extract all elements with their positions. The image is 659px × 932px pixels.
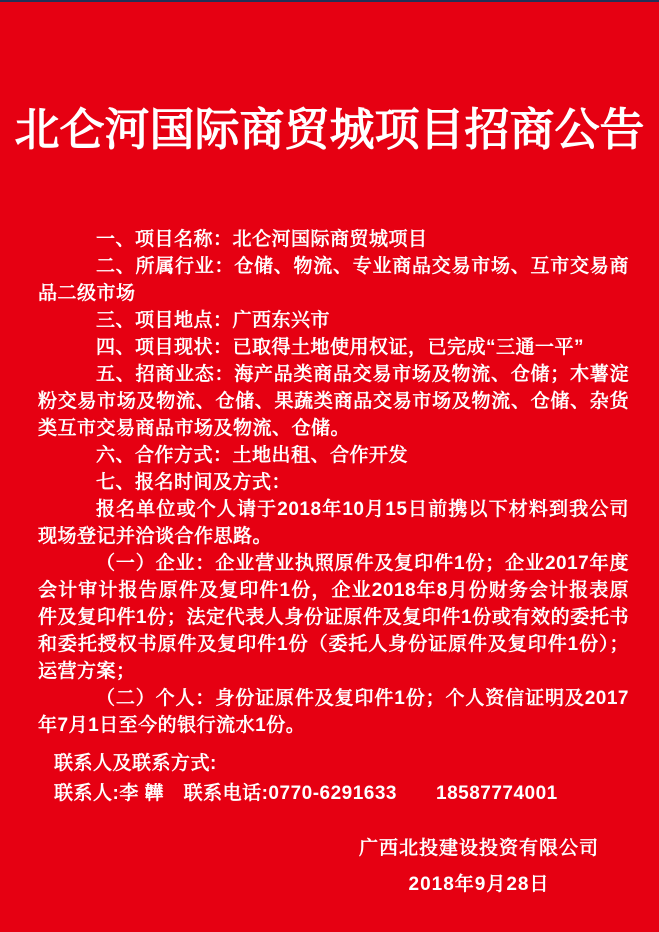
body-paragraph-status: 四、项目现状：已取得土地使用权证，已完成“三通一平” <box>96 337 585 358</box>
body-paragraph-registration-deadline: 报名单位或个人请于2018年10月15日前携以下材料到我公司现场登记并洽谈合作思路。 <box>38 499 629 547</box>
contact-line: 联系人:李 韡 联系电话:0770-6291633 18587774001 <box>54 783 558 804</box>
signature-date: 2018年9月28日 <box>408 874 550 895</box>
body-paragraph-industry: 二、所属行业：仓储、物流、专业商品交易市场、互市交易商品二级市场 <box>38 256 629 304</box>
signature-company: 广西北投建设投资有限公司 <box>358 838 599 859</box>
top-edge-line <box>0 0 659 2</box>
contact-section <box>54 749 629 809</box>
body-paragraph-cooperation-mode: 六、合作方式：土地出租、合作开发 <box>96 445 409 466</box>
body-paragraph-location: 三、项目地点：广西东兴市 <box>96 310 331 331</box>
announcement-body <box>38 226 629 739</box>
body-paragraph-business-types: 五、招商业态：海产品类商品交易市场及物流、仓储；木薯淀粉交易市场及物流、仓储、果蔬类商品交易市场及物流、仓储、杂货类互市交易商品市场及物流、仓储。 <box>38 364 629 439</box>
body-paragraph-enterprise-materials: （一）企业：企业营业执照原件及复印件1份；企业2017年度会计审计报告原件及复印件1份，企业2018年8月份财务会计报表原件及复印件1份；法定代表人身份证原件及复印件1份或有效的委托书和委托授权书原件及复印件1份（委托人身份证原件及复印件1份）；运营方案； <box>38 553 629 682</box>
body-paragraph-individual-materials: （二）个人：身份证原件及复印件1份；个人资信证明及2017年7月1日至今的银行流水1份。 <box>38 688 629 736</box>
body-paragraph-project-name: 一、项目名称：北仑河国际商贸城项目 <box>96 229 428 250</box>
signature-block <box>359 831 599 903</box>
page-title: 北仑河国际商贸城项目招商公告 <box>14 105 645 155</box>
body-paragraph-registration-heading: 七、报名时间及方式： <box>96 472 292 493</box>
contact-heading: 联系人及联系方式: <box>54 753 217 774</box>
